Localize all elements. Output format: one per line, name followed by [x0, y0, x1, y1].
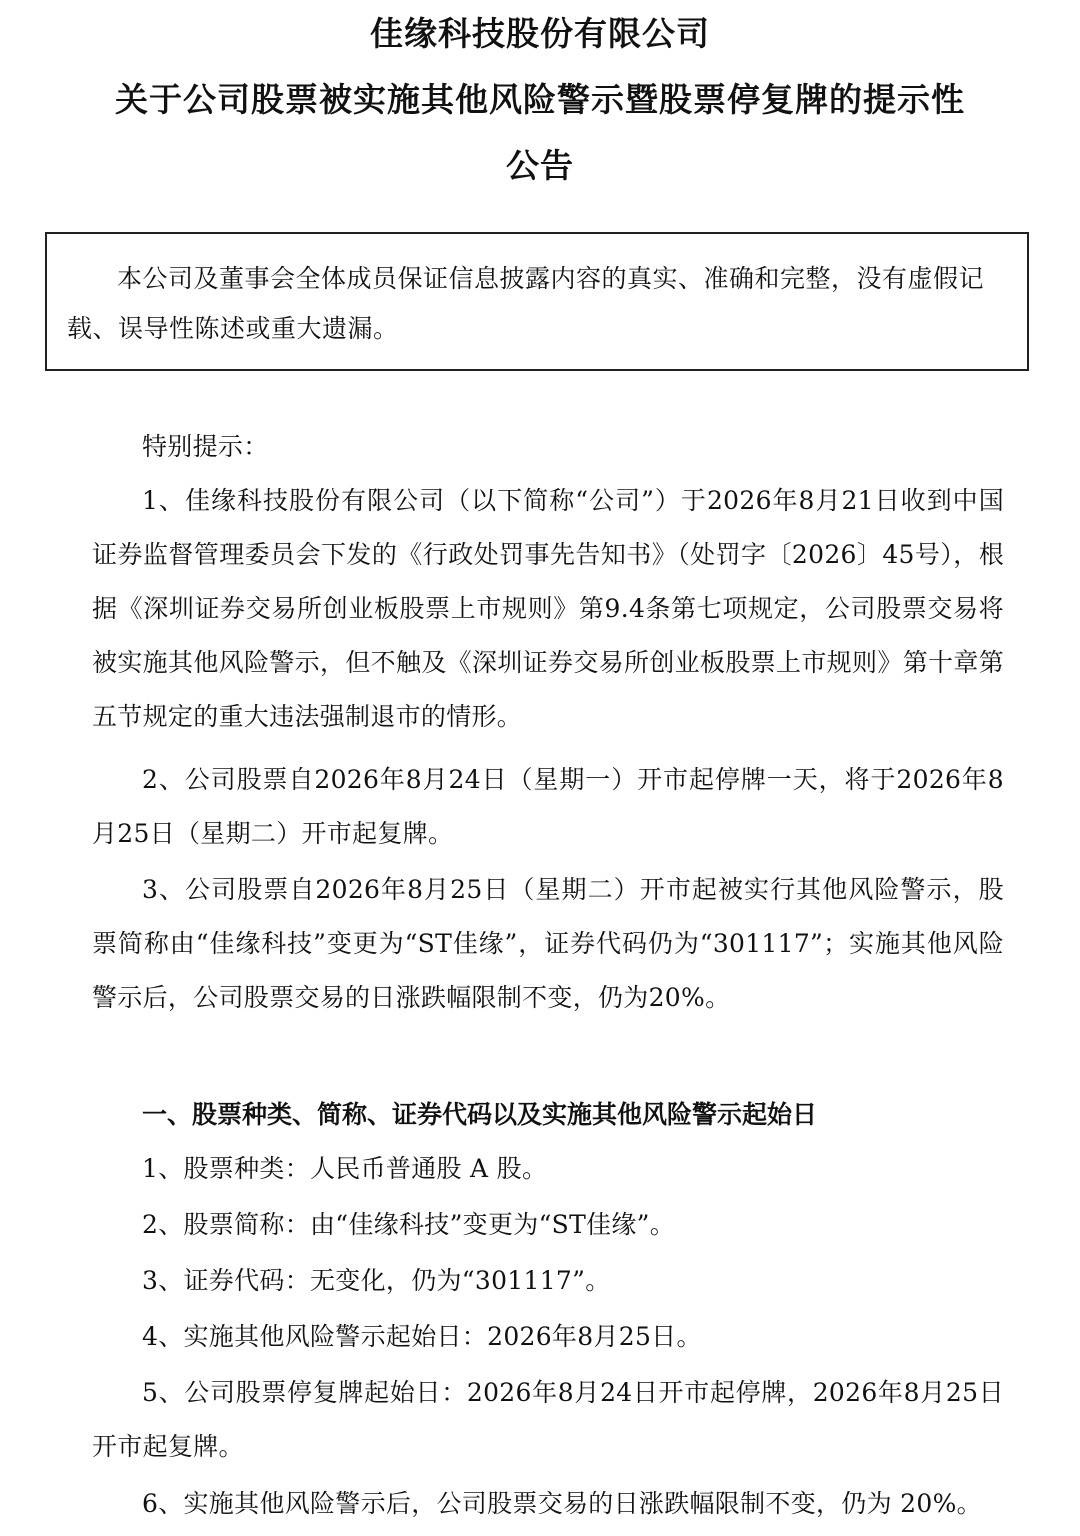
announcement-title: 关于公司股票被实施其他风险警示暨股票停复牌的提示性 — [115, 80, 965, 119]
disclosure-statement-box — [45, 232, 1029, 371]
special-note-3: 3、公司股票自2026年8月25日（星期二）开市起被实行其他风险警示，股票简称由“佳缘科技”变更为“ST佳缘”，证券代码仍为“301117”；实施其他风险警示后，公司股票交易的日涨跌幅限制不变，仍为20%。 — [92, 875, 1004, 1012]
disclosure-statement: 本公司及董事会全体成员保证信息披露内容的真实、准确和完整，没有虚假记载、误导性陈述或重大遗漏。 — [67, 264, 985, 343]
special-note-1: 1、佳缘科技股份有限公司（以下简称“公司”）于2026年8月21日收到中国证券监督管理委员会下发的《行政处罚事先告知书》（处罚字〔2026〕45号），根据《深圳证券交易所创业板股票上市规则》第9.4条第七项规定，公司股票交易将被实施其他风险警示，但不触及《深圳证券交易所创业板股票上市规则》第十章第五节规定的重大违法强制退市的情形。 — [92, 486, 1004, 731]
section-1-heading: 一、股票种类、简称、证券代码以及实施其他风险警示起始日 — [142, 1100, 818, 1129]
section-1-item-2: 2、股票简称：由“佳缘科技”变更为“ST佳缘”。 — [142, 1210, 676, 1239]
special-notes-label: 特别提示： — [142, 432, 269, 461]
company-title: 佳缘科技股份有限公司 — [370, 14, 710, 53]
announcement-title-cont: 公告 — [506, 146, 574, 185]
section-1-item-6: 6、实施其他风险警示后，公司股票交易的日涨跌幅限制不变，仍为 20%。 — [142, 1489, 982, 1518]
section-1-item-4: 4、实施其他风险警示起始日：2026年8月25日。 — [142, 1322, 702, 1351]
section-1-item-1: 1、股票种类：人民币普通股 A 股。 — [142, 1154, 548, 1183]
special-note-2: 2、公司股票自2026年8月24日（星期一）开市起停牌一天，将于2026年8月25日（星期二）开市起复牌。 — [92, 765, 1004, 848]
section-1-item-5: 5、公司股票停复牌起始日：2026年8月24日开市起停牌，2026年8月25日开市起复牌。 — [92, 1378, 1004, 1461]
section-1-item-3: 3、证券代码：无变化，仍为“301117”。 — [142, 1266, 611, 1295]
